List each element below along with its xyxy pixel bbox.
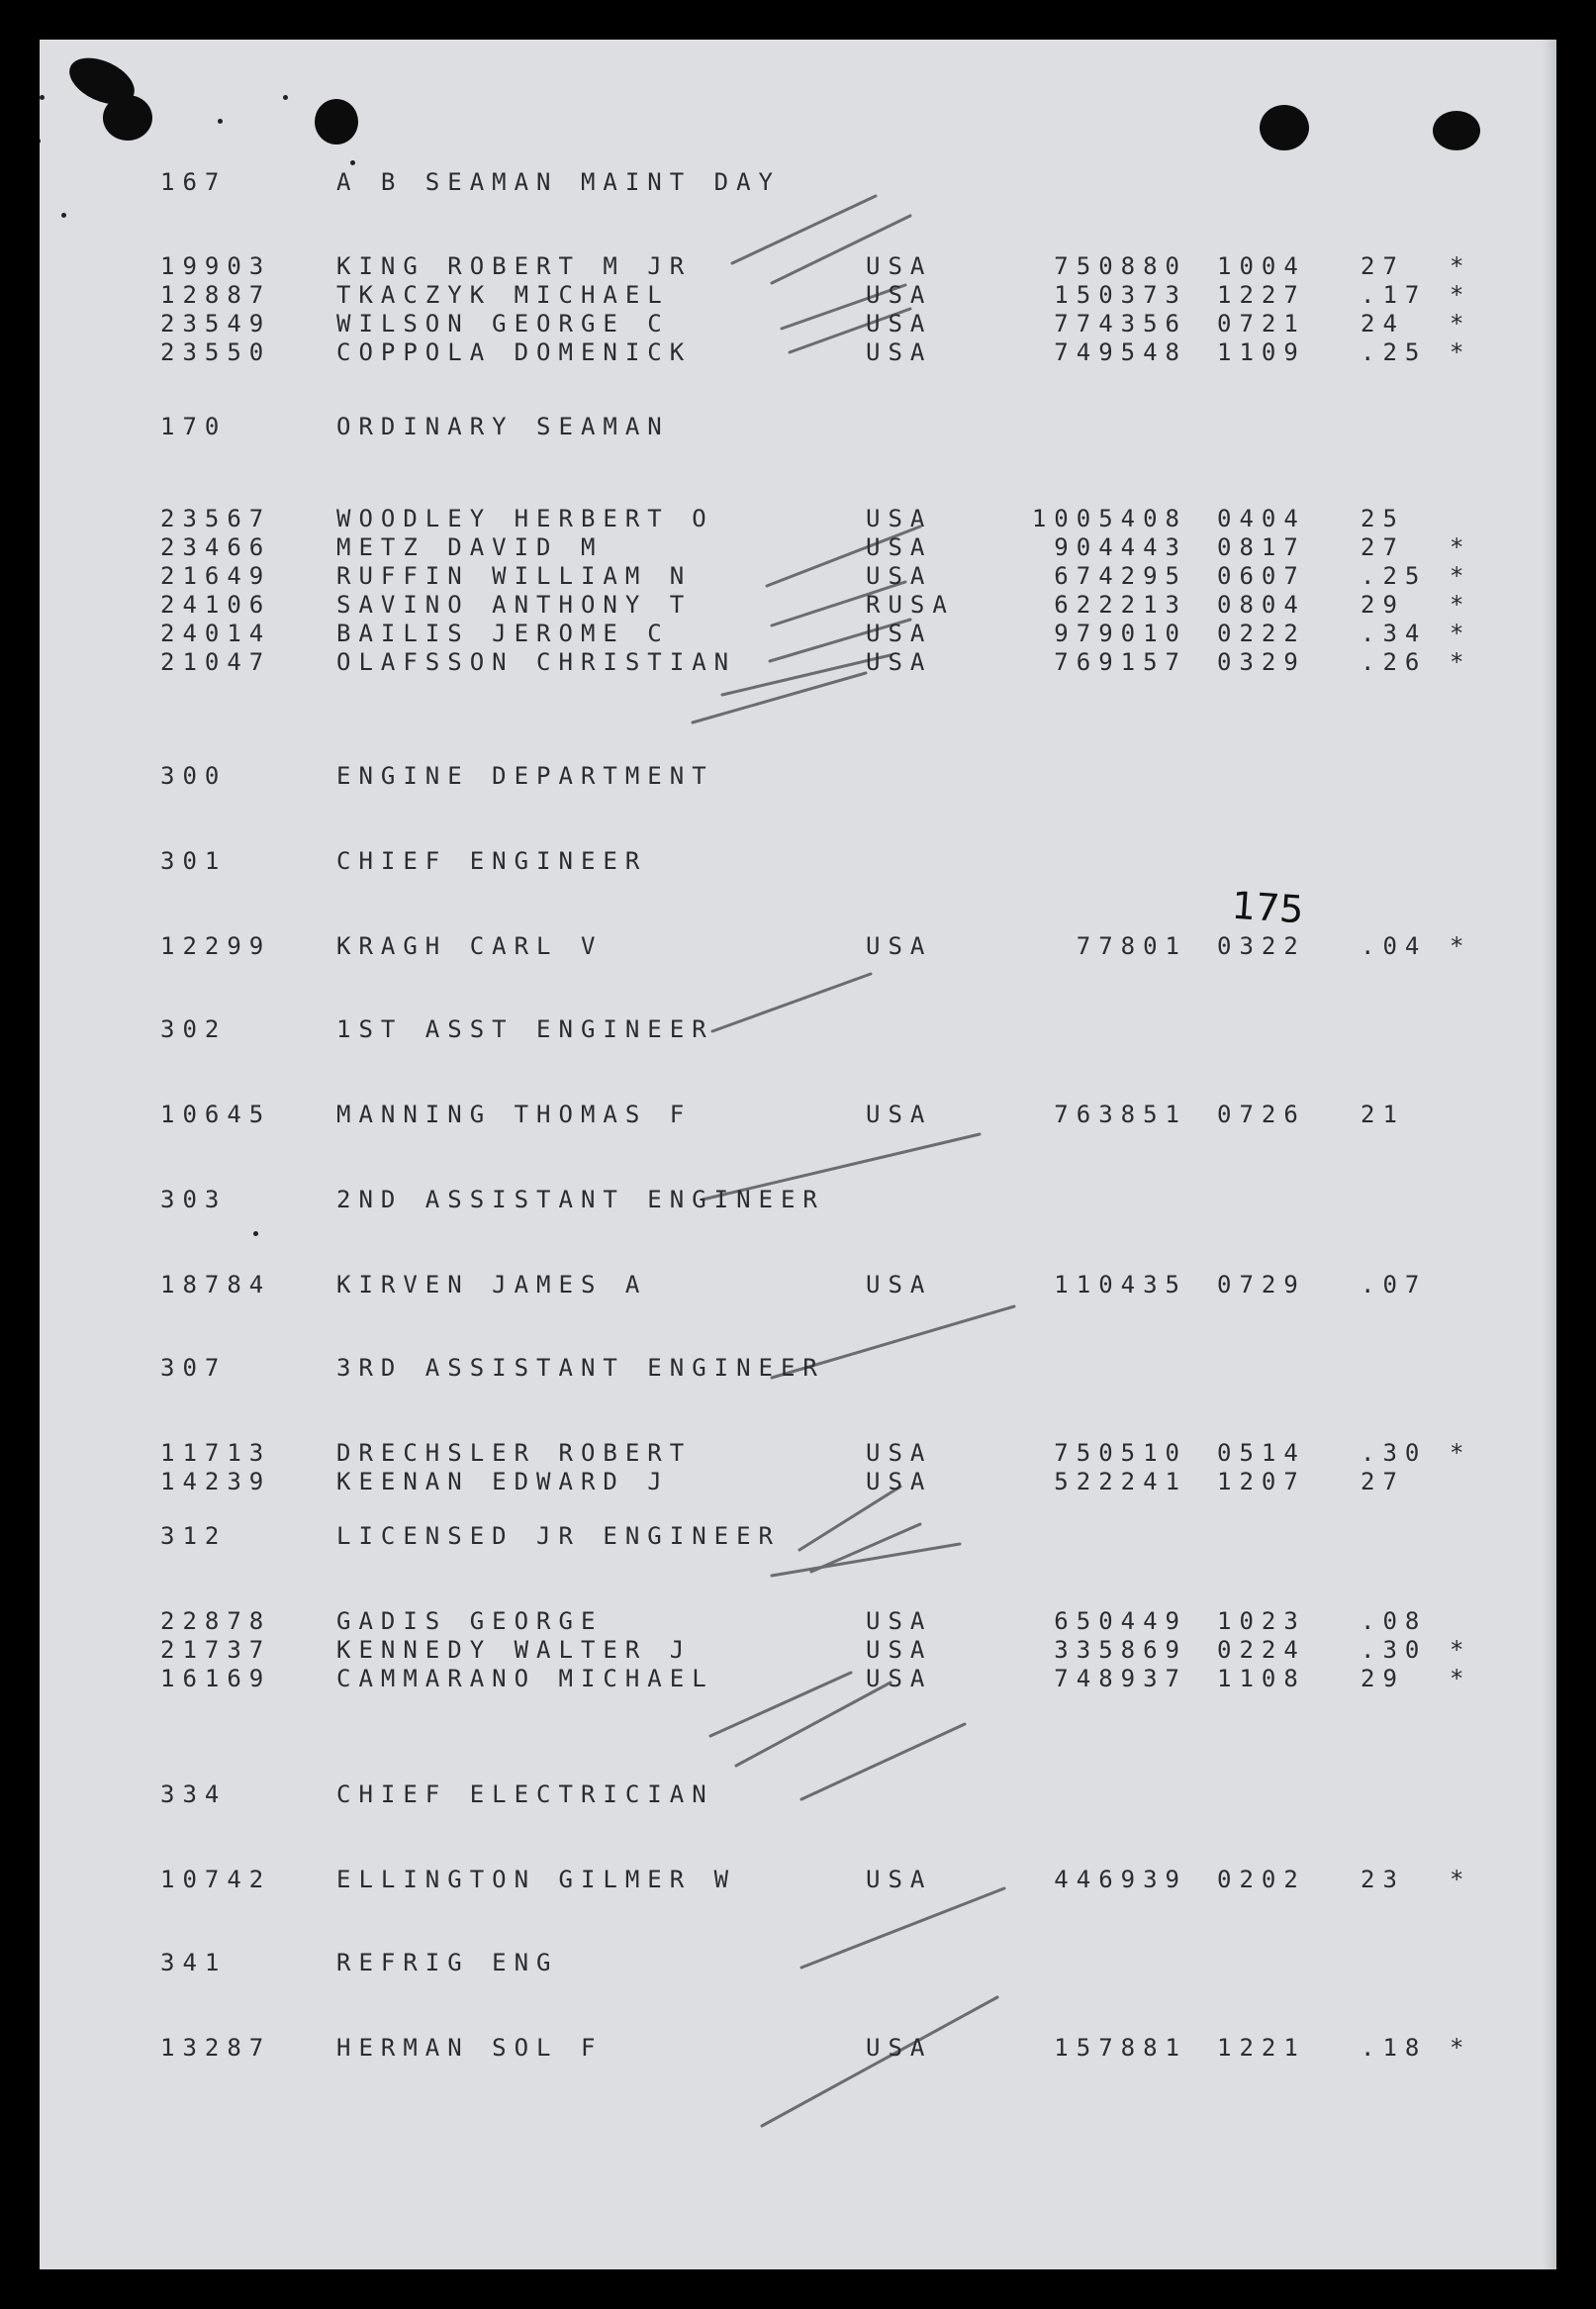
- crew-rate: .08: [1361, 1607, 1428, 1635]
- crew-reference: 769157: [1054, 648, 1187, 676]
- section-code: 300: [160, 762, 228, 790]
- section-code: 307: [160, 1354, 228, 1382]
- crew-reference: 774356: [1054, 310, 1187, 337]
- crew-name: TKACZYK MICHAEL: [336, 281, 670, 309]
- crew-rate: .17: [1361, 281, 1428, 309]
- crew-number: 23466: [160, 533, 272, 561]
- crew-asterisk: *: [1450, 648, 1472, 676]
- crew-citizenship: USA: [866, 1101, 933, 1128]
- section-title: REFRIG ENG: [336, 1949, 559, 1976]
- crew-number: 19903: [160, 252, 272, 280]
- check-mark: [732, 196, 876, 263]
- crew-asterisk: *: [1450, 932, 1472, 960]
- crew-citizenship: USA: [866, 310, 933, 337]
- check-marks: [40, 40, 1556, 2269]
- crew-date: 1207: [1217, 1468, 1306, 1495]
- check-mark: [762, 1997, 997, 2126]
- crew-reference: 749548: [1054, 338, 1187, 366]
- crew-name: OLAFSSON CHRISTIAN: [336, 648, 737, 676]
- section-code: 334: [160, 1780, 228, 1808]
- crew-date: 0721: [1217, 310, 1306, 337]
- crew-rate: .30: [1361, 1439, 1428, 1467]
- crew-citizenship: USA: [866, 2034, 933, 2062]
- crew-asterisk: *: [1450, 252, 1472, 280]
- crew-citizenship: USA: [866, 1439, 933, 1467]
- crew-asterisk: *: [1450, 310, 1472, 337]
- section-title: CHIEF ENGINEER: [336, 847, 648, 875]
- crew-citizenship: USA: [866, 281, 933, 309]
- crew-asterisk: *: [1450, 338, 1472, 366]
- check-mark: [712, 974, 871, 1031]
- crew-citizenship: USA: [866, 1271, 933, 1299]
- crew-citizenship: USA: [866, 562, 933, 590]
- crew-date: 1004: [1217, 252, 1306, 280]
- crew-reference: 763851: [1054, 1101, 1187, 1128]
- crew-citizenship: USA: [866, 620, 933, 647]
- section-title: 1ST ASST ENGINEER: [336, 1015, 714, 1043]
- crew-asterisk: *: [1450, 620, 1472, 647]
- crew-date: 0322: [1217, 932, 1306, 960]
- crew-reference: 622213: [1054, 591, 1187, 619]
- crew-name: KIRVEN JAMES A: [336, 1271, 648, 1299]
- crew-number: 12887: [160, 281, 272, 309]
- section-code: 301: [160, 847, 228, 875]
- section-title: ORDINARY SEAMAN: [336, 413, 670, 440]
- crew-rate: .25: [1361, 562, 1428, 590]
- check-mark: [801, 1888, 1004, 1968]
- crew-reference: 335869: [1054, 1636, 1187, 1664]
- crew-citizenship: USA: [866, 1607, 933, 1635]
- crew-name: COPPOLA DOMENICK: [336, 338, 693, 366]
- crew-citizenship: USA: [866, 338, 933, 366]
- crew-date: 0202: [1217, 1866, 1306, 1893]
- crew-citizenship: USA: [866, 1468, 933, 1495]
- crew-number: 24014: [160, 620, 272, 647]
- crew-rate: .25: [1361, 338, 1428, 366]
- crew-date: 1108: [1217, 1665, 1306, 1692]
- crew-number: 11713: [160, 1439, 272, 1467]
- crew-reference: 157881: [1054, 2034, 1187, 2062]
- crew-rate: .26: [1361, 648, 1428, 676]
- crew-rate: 23: [1361, 1866, 1405, 1893]
- crew-date: 0607: [1217, 562, 1306, 590]
- crew-number: 22878: [160, 1607, 272, 1635]
- crew-citizenship: USA: [866, 505, 933, 532]
- crew-name: HERMAN SOL F: [336, 2034, 604, 2062]
- crew-name: SAVINO ANTHONY T: [336, 591, 693, 619]
- crew-date: 0514: [1217, 1439, 1306, 1467]
- crew-name: WILSON GEORGE C: [336, 310, 670, 337]
- crew-number: 10742: [160, 1866, 272, 1893]
- crew-asterisk: *: [1450, 1439, 1472, 1467]
- crew-reference: 150373: [1054, 281, 1187, 309]
- crew-rate: 27: [1361, 1468, 1405, 1495]
- crew-asterisk: *: [1450, 1636, 1472, 1664]
- crew-reference: 748937: [1054, 1665, 1187, 1692]
- crew-name: DRECHSLER ROBERT: [336, 1439, 693, 1467]
- crew-reference: 446939: [1054, 1866, 1187, 1893]
- crew-reference: 650449: [1054, 1607, 1187, 1635]
- section-title: ENGINE DEPARTMENT: [336, 762, 714, 790]
- crew-asterisk: *: [1450, 1665, 1472, 1692]
- section-code: 312: [160, 1522, 228, 1550]
- crew-rate: .07: [1361, 1271, 1428, 1299]
- crew-number: 21737: [160, 1636, 272, 1664]
- crew-date: 1227: [1217, 281, 1306, 309]
- crew-citizenship: USA: [866, 1866, 933, 1893]
- crew-asterisk: *: [1450, 533, 1472, 561]
- crew-reference: 750510: [1054, 1439, 1187, 1467]
- crew-number: 23550: [160, 338, 272, 366]
- crew-reference: 750880: [1054, 252, 1187, 280]
- crew-reference: 979010: [1054, 620, 1187, 647]
- crew-date: 0222: [1217, 620, 1306, 647]
- crew-date: 0817: [1217, 533, 1306, 561]
- crew-citizenship: USA: [866, 1665, 933, 1692]
- crew-rate: 27: [1361, 252, 1405, 280]
- crew-citizenship: USA: [866, 648, 933, 676]
- crew-asterisk: *: [1450, 2034, 1472, 2062]
- section-title: 3RD ASSISTANT ENGINEER: [336, 1354, 825, 1382]
- crew-name: BAILIS JEROME C: [336, 620, 670, 647]
- crew-reference: 77801: [1076, 932, 1187, 960]
- crew-number: 24106: [160, 591, 272, 619]
- crew-reference: 904443: [1054, 533, 1187, 561]
- crew-citizenship: USA: [866, 932, 933, 960]
- crew-asterisk: *: [1450, 1866, 1472, 1893]
- crew-number: 23567: [160, 505, 272, 532]
- crew-date: 0729: [1217, 1271, 1306, 1299]
- crew-reference: 674295: [1054, 562, 1187, 590]
- check-mark: [801, 1724, 965, 1799]
- crew-asterisk: *: [1450, 591, 1472, 619]
- crew-asterisk: *: [1450, 281, 1472, 309]
- crew-number: 18784: [160, 1271, 272, 1299]
- crew-name: KENNEDY WALTER J: [336, 1636, 693, 1664]
- section-title: CHIEF ELECTRICIAN: [336, 1780, 714, 1808]
- crew-number: 12299: [160, 932, 272, 960]
- section-code: 303: [160, 1186, 228, 1213]
- crew-name: MANNING THOMAS F: [336, 1101, 693, 1128]
- crew-name: CAMMARANO MICHAEL: [336, 1665, 714, 1692]
- crew-reference: 110435: [1054, 1271, 1187, 1299]
- crew-rate: 25: [1361, 505, 1405, 532]
- crew-date: 1221: [1217, 2034, 1306, 2062]
- crew-rate: 29: [1361, 1665, 1405, 1692]
- crew-citizenship: USA: [866, 1636, 933, 1664]
- crew-number: 14239: [160, 1468, 272, 1495]
- crew-name: RUFFIN WILLIAM N: [336, 562, 693, 590]
- document-sheet: [40, 40, 1556, 2269]
- crew-number: 13287: [160, 2034, 272, 2062]
- section-code: 302: [160, 1015, 228, 1043]
- crew-name: METZ DAVID M: [336, 533, 604, 561]
- section-title: A B SEAMAN MAINT DAY: [336, 168, 781, 196]
- crew-name: GADIS GEORGE: [336, 1607, 604, 1635]
- crew-citizenship: RUSA: [866, 591, 955, 619]
- crew-date: 1023: [1217, 1607, 1306, 1635]
- crew-citizenship: USA: [866, 252, 933, 280]
- crew-asterisk: *: [1450, 562, 1472, 590]
- crew-date: 0404: [1217, 505, 1306, 532]
- crew-number: 10645: [160, 1101, 272, 1128]
- crew-date: 0329: [1217, 648, 1306, 676]
- section-code: 170: [160, 413, 228, 440]
- crew-reference: 1005408: [1031, 505, 1187, 532]
- crew-date: 0726: [1217, 1101, 1306, 1128]
- crew-number: 21047: [160, 648, 272, 676]
- crew-name: WOODLEY HERBERT O: [336, 505, 714, 532]
- crew-reference: 522241: [1054, 1468, 1187, 1495]
- crew-citizenship: USA: [866, 533, 933, 561]
- section-code: 341: [160, 1949, 228, 1976]
- crew-rate: .04: [1361, 932, 1428, 960]
- section-title: 2ND ASSISTANT ENGINEER: [336, 1186, 825, 1213]
- crew-number: 21649: [160, 562, 272, 590]
- check-mark: [710, 1673, 851, 1736]
- crew-rate: 29: [1361, 591, 1405, 619]
- crew-name: KRAGH CARL V: [336, 932, 604, 960]
- crew-name: KEENAN EDWARD J: [336, 1468, 670, 1495]
- crew-rate: .34: [1361, 620, 1428, 647]
- crew-date: 0224: [1217, 1636, 1306, 1664]
- crew-name: KING ROBERT M JR: [336, 252, 693, 280]
- crew-date: 1109: [1217, 338, 1306, 366]
- crew-rate: 21: [1361, 1101, 1405, 1128]
- crew-rate: 24: [1361, 310, 1405, 337]
- crew-rate: .30: [1361, 1636, 1428, 1664]
- crew-name: ELLINGTON GILMER W: [336, 1866, 737, 1893]
- crew-rate: .18: [1361, 2034, 1428, 2062]
- crew-date: 0804: [1217, 591, 1306, 619]
- section-code: 167: [160, 168, 228, 196]
- page-number: 175: [1230, 883, 1305, 932]
- crew-number: 16169: [160, 1665, 272, 1692]
- crew-number: 23549: [160, 310, 272, 337]
- crew-rate: 27: [1361, 533, 1405, 561]
- section-title: LICENSED JR ENGINEER: [336, 1522, 781, 1550]
- check-mark: [736, 1683, 891, 1766]
